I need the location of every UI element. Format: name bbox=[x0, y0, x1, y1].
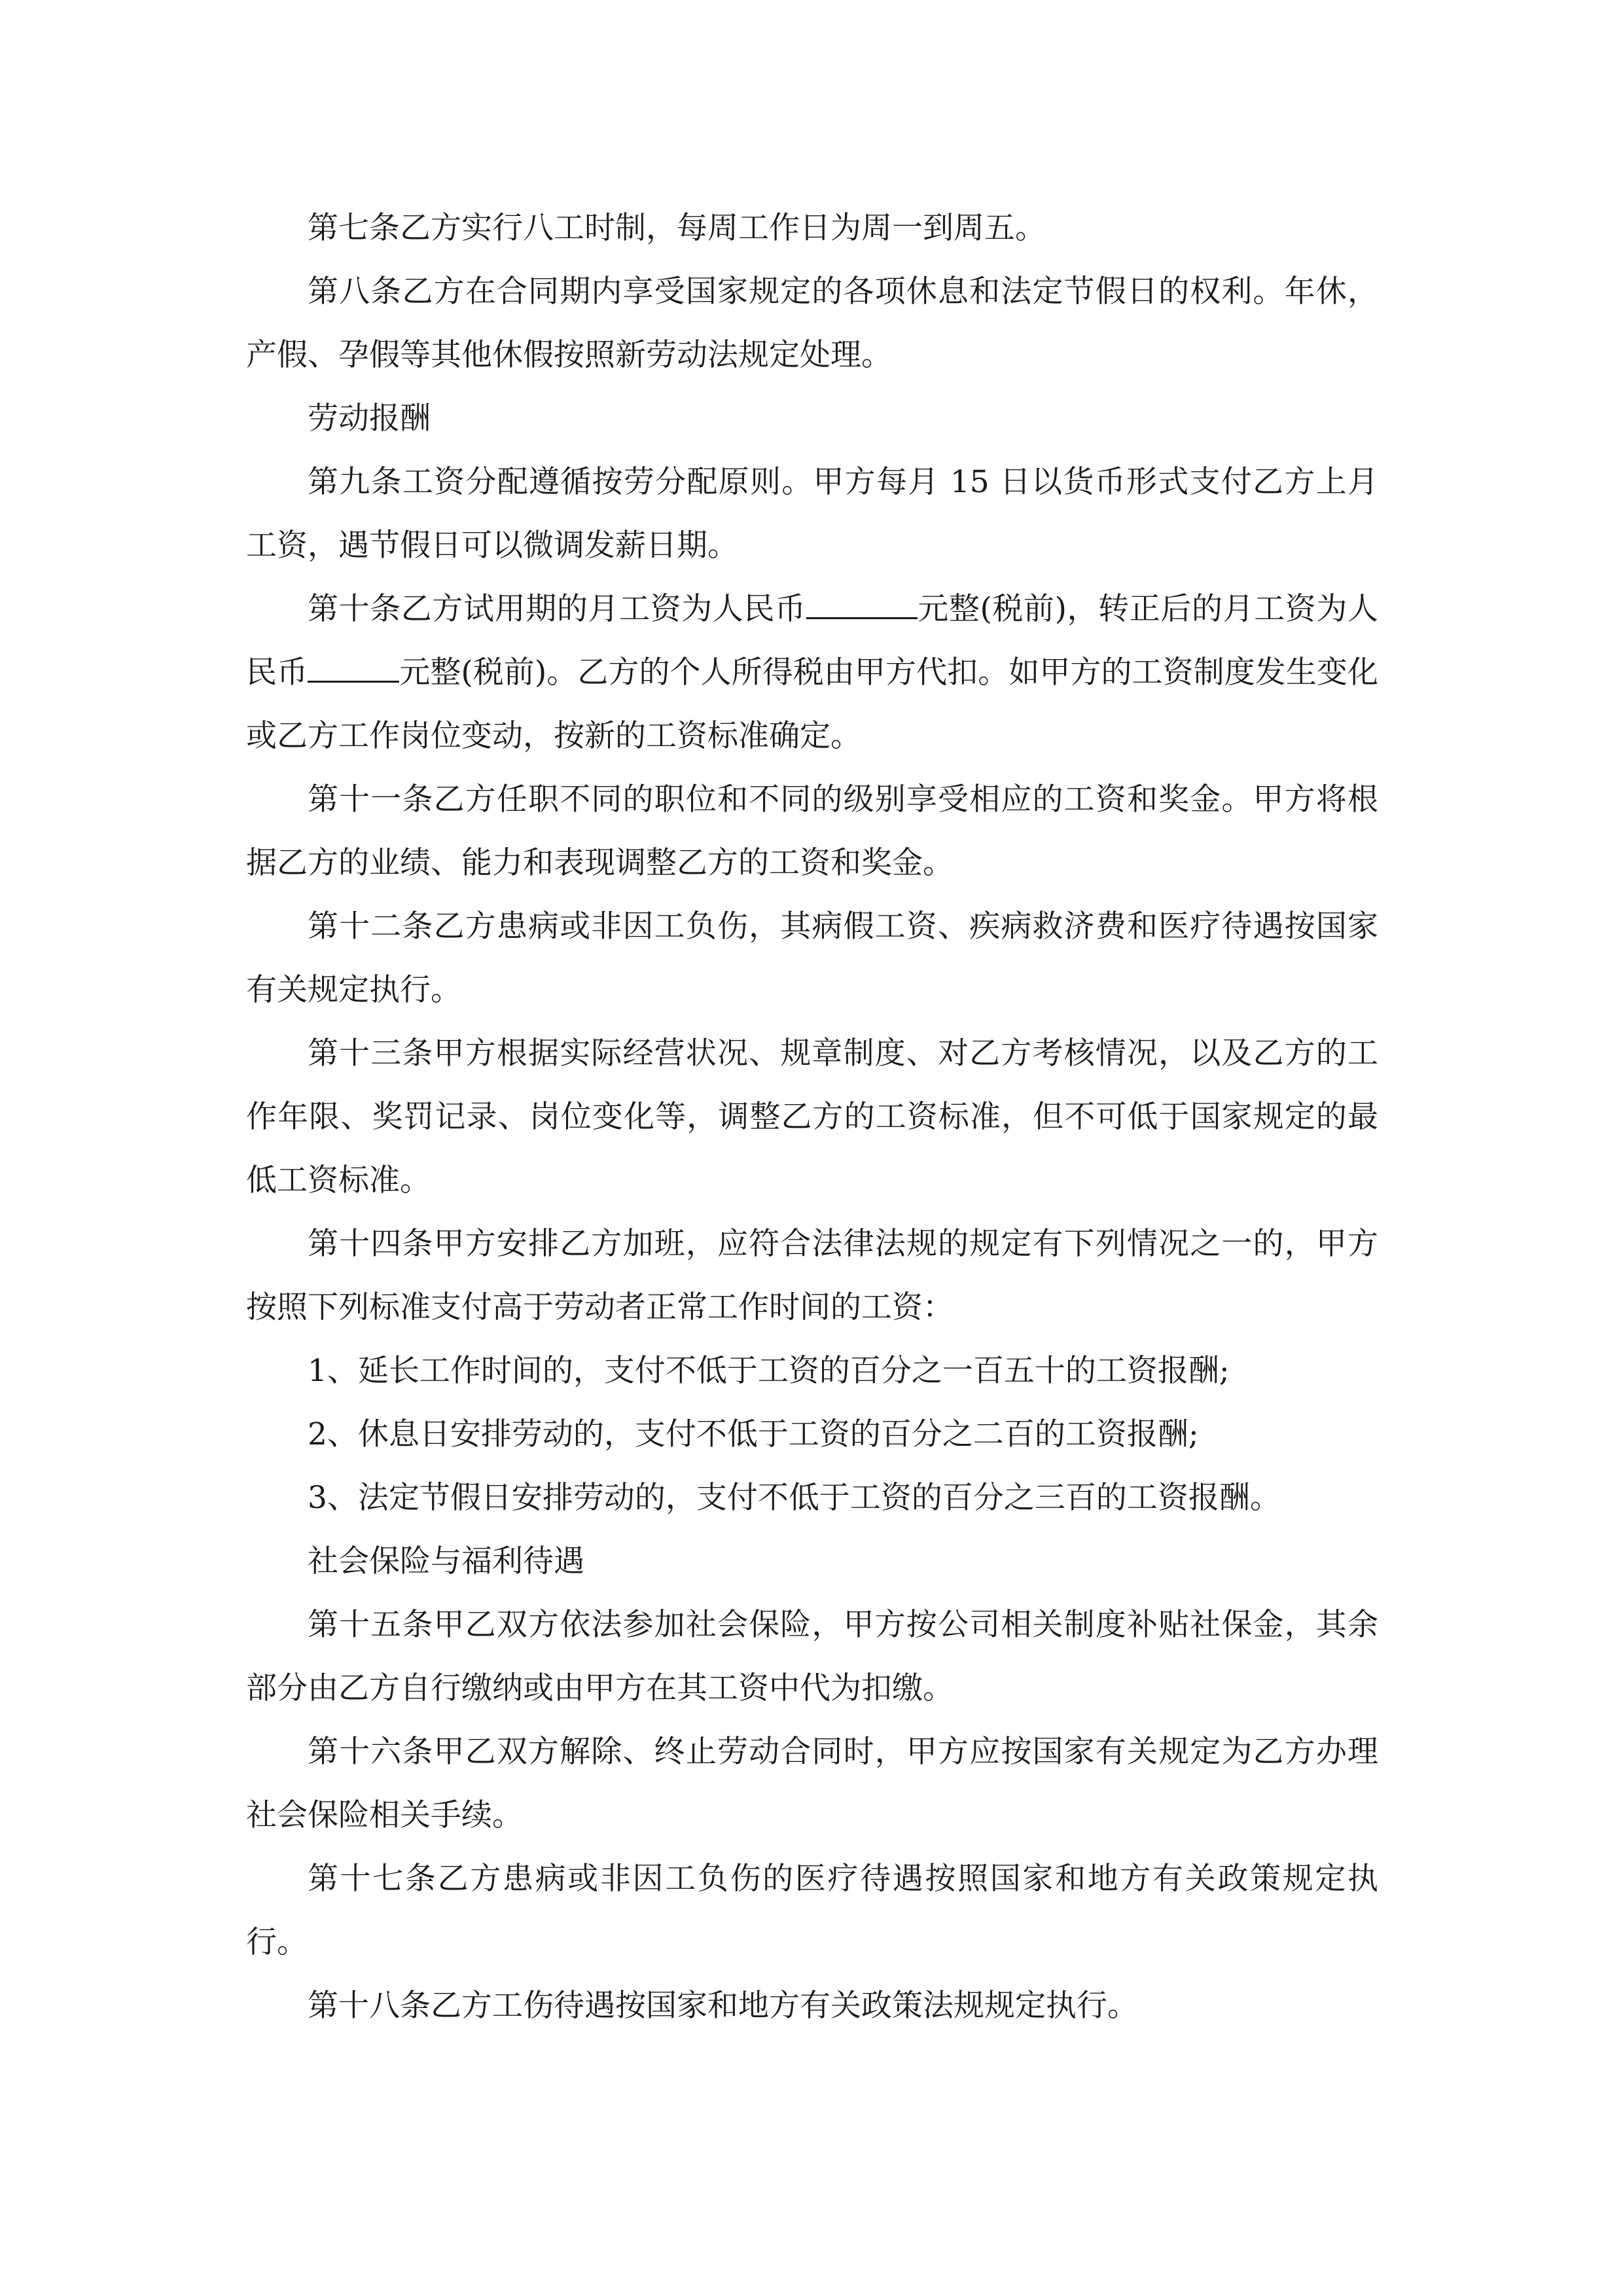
document-body bbox=[246, 196, 1378, 2037]
article-18: 第十八条乙方工伤待遇按国家和地方有关政策法规规定执行。 bbox=[308, 1988, 1138, 2024]
section-heading-insurance: 社会保险与福利待遇 bbox=[308, 1543, 584, 1579]
article-16: 第十六条甲乙双方解除、终止劳动合同时，甲方应按国家有关规定为乙方办理社会保险相关手续。 bbox=[246, 1734, 1378, 1833]
article-10-text-2: 元整(税前)，转正后的月工资为人民币 bbox=[246, 591, 1378, 691]
article-9: 第九条工资分配遵循按劳分配原则。甲方每月 15 日以货币形式支付乙方上月工资，遇节假日可以微调发薪日期。 bbox=[246, 464, 1378, 564]
article-12: 第十二条乙方患病或非因工负伤，其病假工资、疾病救济费和医疗待遇按国家有关规定执行。 bbox=[246, 908, 1378, 1008]
section-heading-pay: 劳动报酬 bbox=[308, 401, 431, 437]
salary-blank-probation bbox=[806, 592, 918, 619]
article-14-item-3: 3、法定节假日安排劳动的，支付不低于工资的百分之三百的工资报酬。 bbox=[308, 1480, 1281, 1516]
salary-blank-regular bbox=[308, 656, 399, 683]
article-7: 第七条乙方实行八工时制，每周工作日为周一到周五。 bbox=[308, 210, 1046, 246]
article-15: 第十五条甲乙双方依法参加社会保险，甲方按公司相关制度补贴社保金，其余部分由乙方自行缴纳或由甲方在其工资中代为扣缴。 bbox=[246, 1607, 1378, 1706]
article-10-text-3: 元整(税前)。乙方的个人所得税由甲方代扣。如甲方的工资制度发生变化或乙方工作岗位变动，按新的工资标准确定。 bbox=[246, 655, 1379, 754]
article-13: 第十三条甲方根据实际经营状况、规章制度、对乙方考核情况，以及乙方的工作年限、奖罚记录、岗位变化等，调整乙方的工资标准，但不可低于国家规定的最低工资标准。 bbox=[246, 1035, 1378, 1198]
article-10-text-1: 第十条乙方试用期的月工资为人民币 bbox=[308, 591, 806, 627]
article-14: 第十四条甲方安排乙方加班，应符合法律法规的规定有下列情况之一的，甲方按照下列标准支付高于劳动者正常工作时间的工资： bbox=[246, 1226, 1378, 1325]
article-14-item-1: 1、延长工作时间的，支付不低于工资的百分之一百五十的工资报酬; bbox=[308, 1353, 1230, 1389]
article-14-item-2: 2、休息日安排劳动的，支付不低于工资的百分之二百的工资报酬; bbox=[308, 1416, 1199, 1452]
article-11: 第十一条乙方任职不同的职位和不同的级别享受相应的工资和奖金。甲方将根据乙方的业绩、能力和表现调整乙方的工资和奖金。 bbox=[246, 781, 1378, 881]
article-17: 第十七条乙方患病或非因工负伤的医疗待遇按照国家和地方有关政策规定执行。 bbox=[246, 1861, 1378, 1960]
article-8: 第八条乙方在合同期内享受国家规定的各项休息和法定节假日的权利。年休，产假、孕假等其他休假按照新劳动法规定处理。 bbox=[246, 274, 1378, 373]
article-10 bbox=[246, 577, 1378, 768]
